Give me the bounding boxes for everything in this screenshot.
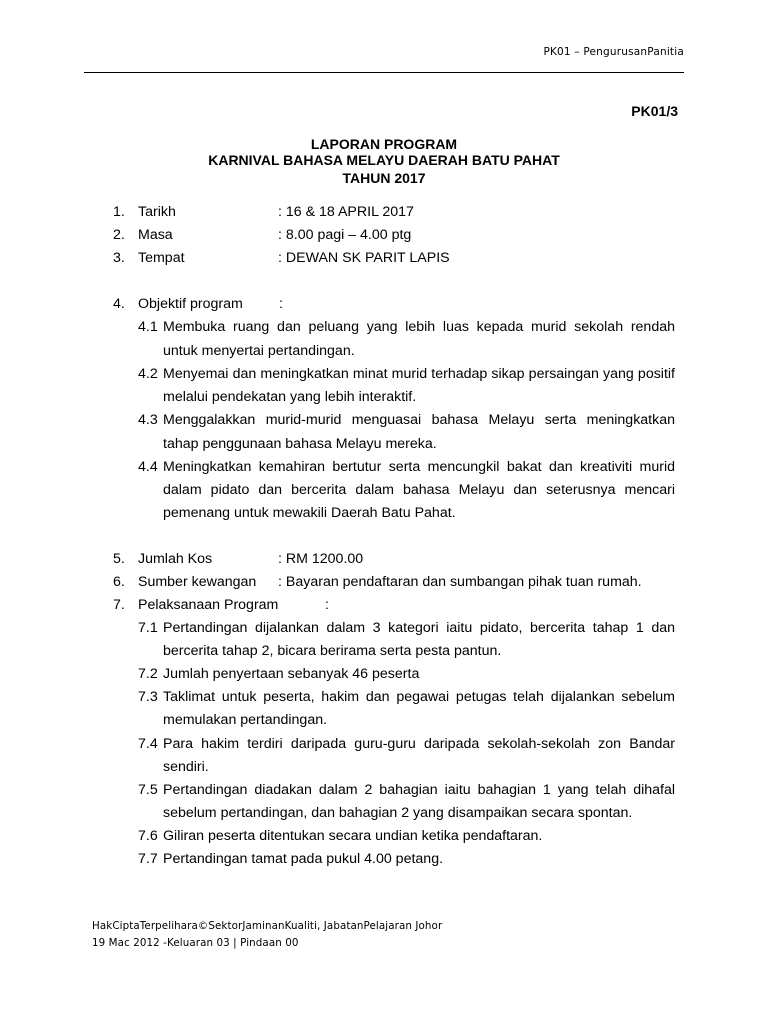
footer-revision: 19 Mac 2012 -Keluaran 03 | Pindaan 00 xyxy=(92,937,299,949)
item-text-line: memulakan pertandingan. xyxy=(163,712,328,728)
item-number: 7.6 xyxy=(138,828,158,844)
item-number: 7.4 xyxy=(138,736,158,752)
section-number: 7. xyxy=(113,597,125,613)
item-text-line: untuk menyertai pertandingan. xyxy=(163,343,355,359)
document-code: PK01/3 xyxy=(631,103,678,119)
section-colon: : xyxy=(325,597,329,613)
item-text-line: melalui pendekatan yang lebih interaktif. xyxy=(163,389,417,405)
field-number: 5. xyxy=(113,551,125,567)
item-text-line: Taklimat untuk peserta, hakim dan pegawai petugas telah dijalankan sebelum xyxy=(163,689,675,705)
item-text-line: Membuka ruang dan peluang yang lebih luas kepada murid sekolah rendah xyxy=(163,319,675,335)
field-label-tempat: Tempat xyxy=(138,250,185,266)
item-number: 4.2 xyxy=(138,366,158,382)
field-label-masa: Masa xyxy=(138,227,173,243)
item-number: 7.1 xyxy=(138,620,158,636)
item-text-line: Menggalakkan murid-murid menguasai bahasa Melayu serta meningkatkan xyxy=(163,412,675,428)
section-colon: : xyxy=(279,296,283,312)
item-number: 7.7 xyxy=(138,851,158,867)
field-value-jumlah-kos: : RM 1200.00 xyxy=(278,551,364,567)
section-heading-pelaksanaan: Pelaksanaan Program xyxy=(138,597,279,613)
item-number: 4.4 xyxy=(138,459,158,475)
field-number: 2. xyxy=(113,227,125,243)
title-line-3: TAHUN 2017 xyxy=(342,170,426,186)
header-divider xyxy=(84,72,684,73)
item-number: 4.3 xyxy=(138,412,158,428)
item-text-line: tahap penggunaan bahasa Melayu mereka. xyxy=(163,436,437,452)
field-value-tarikh: : 16 & 18 APRIL 2017 xyxy=(278,204,414,220)
item-text-line: Pertandingan diadakan dalam 2 bahagian iaitu bahagian 1 yang telah dihafal xyxy=(163,782,675,798)
footer-copyright: HakCiptaTerpelihara©SektorJaminanKualiti, JabatanPelajaran Johor xyxy=(92,920,443,932)
field-value-masa: : 8.00 pagi – 4.00 ptg xyxy=(278,227,412,243)
item-text-line: Pertandingan tamat pada pukul 4.00 petang. xyxy=(163,851,444,867)
running-header: PK01 – PengurusanPanitia xyxy=(543,46,684,58)
field-number: 3. xyxy=(113,250,125,266)
item-number: 4.1 xyxy=(138,319,158,335)
item-text-line: Meningkatkan kemahiran bertutur serta mencungkil bakat dan kreativiti murid xyxy=(163,459,675,475)
field-label-sumber-kewangan: Sumber kewangan xyxy=(138,574,257,590)
item-text-line: Giliran peserta ditentukan secara undian ketika pendaftaran. xyxy=(163,828,543,844)
section-number: 4. xyxy=(113,296,125,312)
item-text-line: Pertandingan dijalankan dalam 3 kategori iaitu pidato, bercerita tahap 1 dan xyxy=(163,620,675,636)
item-text-line: pemenang untuk mewakili Daerah Batu Pahat. xyxy=(163,505,456,521)
title-line-1: LAPORAN PROGRAM xyxy=(310,136,458,152)
field-label-tarikh: Tarikh xyxy=(138,204,176,220)
section-heading-objektif: Objektif program xyxy=(138,296,243,312)
field-label-jumlah-kos: Jumlah Kos xyxy=(138,551,213,567)
field-value-tempat: : DEWAN SK PARIT LAPIS xyxy=(278,250,450,266)
item-text-line: Para hakim terdiri daripada guru-guru daripada sekolah-sekolah zon Bandar xyxy=(163,736,675,752)
item-text-line: Menyemai dan meningkatkan minat murid terhadap sikap persaingan yang positif xyxy=(163,366,675,382)
item-text-line: sendiri. xyxy=(163,759,209,775)
item-number: 7.3 xyxy=(138,689,158,705)
field-number: 1. xyxy=(113,204,125,220)
title-line-2: KARNIVAL BAHASA MELAYU DAERAH BATU PAHAT xyxy=(208,152,560,168)
item-text-line: dalam pidato dan bercerita dalam bahasa Melayu dan seterusnya mencari xyxy=(163,482,675,498)
field-value-sumber-kewangan: : Bayaran pendaftaran dan sumbangan pihak tuan rumah. xyxy=(278,574,642,590)
field-number: 6. xyxy=(113,574,125,590)
item-text-line: bercerita tahap 2, bicara berirama serta pesta pantun. xyxy=(163,643,502,659)
item-text-line: Jumlah penyertaan sebanyak 46 peserta xyxy=(163,666,420,682)
item-number: 7.2 xyxy=(138,666,158,682)
item-number: 7.5 xyxy=(138,782,158,798)
item-text-line: sebelum pertandingan, dan bahagian 2 yang disampaikan secara spontan. xyxy=(163,805,633,821)
